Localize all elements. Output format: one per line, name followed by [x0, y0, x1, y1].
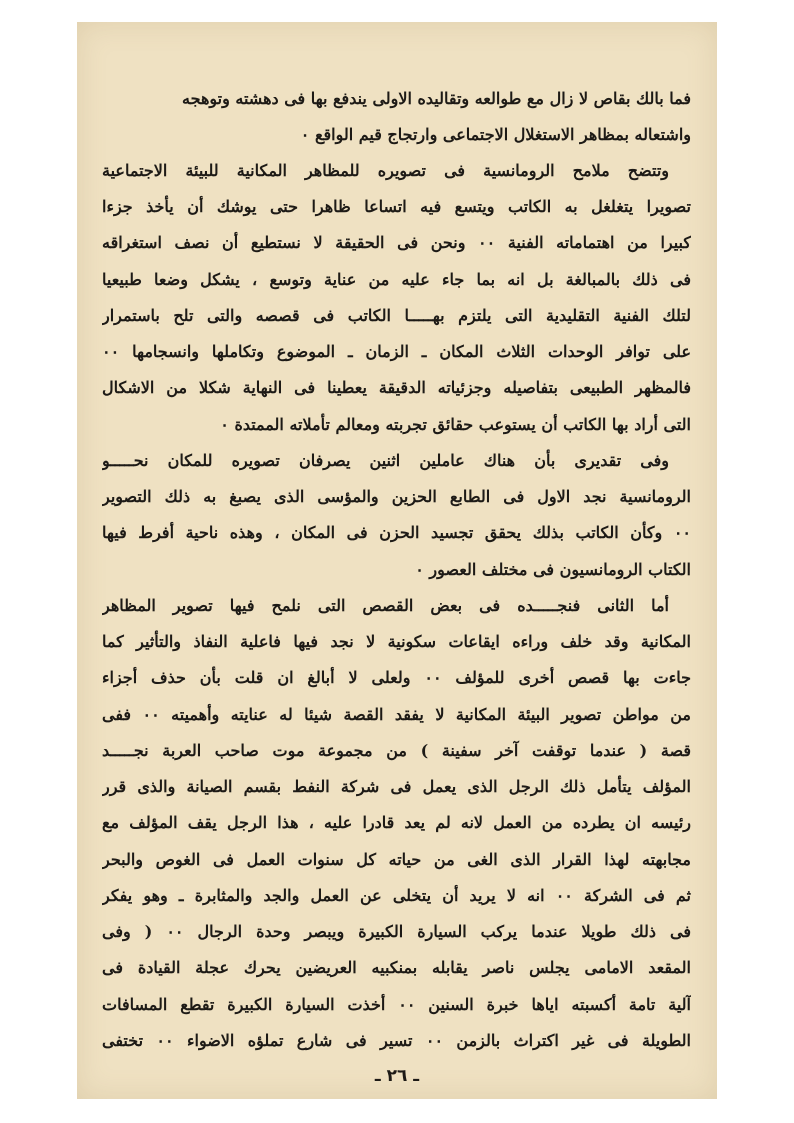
text-line: من مواطن تصوير البيئة المكانية لا يفقد القصة شيئا له عنايته وأهميته ٠٠ ففى — [102, 705, 691, 724]
text-line: جاءت بها قصص أخرى للمؤلف ٠٠ ولعلى لا أبالغ ان قلت بأن حذف أجزاء — [102, 668, 691, 687]
text-line: المقعد الامامى يجلس ناصر يقابله بمنكبيه العريضين يحرك عجلة القيادة فى — [102, 958, 691, 977]
text-line: الطويلة فى غير اكتراث بالزمن ٠٠ تسير فى شارع تملؤه الاضواء ٠٠ تختفى — [102, 1031, 691, 1050]
text-line: لتلك الفنية التقليدية التى يلتزم بهـــــا الكاتب فى قصصه والتى تلح باستمرار — [102, 306, 691, 325]
text-line: فى ذلك بالمبالغة بل انه بما جاء عليه من عناية وتوسع ، يشكل وضعا طبيعيا — [102, 270, 691, 289]
text-line: تصويرا يتغلغل به الكاتب ويتسع فيه اتساعا ظاهرا حتى يوشك أن يأخذ جزءا — [102, 197, 691, 216]
text-line: رئيسه ان يطرده من العمل لانه لم يعد قادرا عليه ، هذا الرجل يقف المؤلف مع — [102, 813, 691, 832]
text-line: فى ذلك طويلا عندما يركب السيارة الكبيرة ويبصر وحدة الرجال ٠٠ ( وفى — [102, 922, 691, 941]
text-line: آلية تامة أكسبته اياها خبرة السنين ٠٠ أخذت السيارة الكبيرة تقطع المسافات — [102, 995, 691, 1014]
text-line: التى أراد بها الكاتب أن يستوعب حقائق تجربته ومعالم تأملاته الممتدة ٠ — [220, 415, 691, 434]
text-line: قصة ( عندما توقفت آخر سفينة ) من مجموعة موت صاحب العربة نجـــــد — [102, 741, 691, 760]
book-page — [77, 22, 717, 1099]
page-number: ـ ٢٦ ـ — [374, 1066, 420, 1086]
text-line: فالمظهر الطبيعى بتفاصيله وجزئياته الدقيقة يعطينا فى النهاية شكلا من الاشكال — [102, 378, 691, 397]
text-line: كبيرا من اهتماماته الفنية ٠٠ ونحن فى الحقيقة لا نستطيع أن نصف استغراقه — [102, 233, 691, 252]
text-line: ثم فى الشركة ٠٠ انه لا يريد أن يتخلى عن العمل والجد والمثابرة ـ وهو يفكر — [102, 886, 691, 905]
text-line: المكانية وقد خلف وراءه ايقاعات سكونية لا نجد فيها فاعلية النفاذ والتأثير كما — [102, 632, 691, 651]
text-line: الكتاب الرومانسيون فى مختلف العصور ٠ — [415, 560, 691, 579]
text-line: على توافر الوحدات الثلاث المكان ـ الزمان ـ الموضوع وتكاملها وانسجامها ٠٠ — [102, 342, 691, 361]
text-line: المؤلف يتأمل ذلك الرجل الذى يعمل فى شركة النفط بقسم الصيانة والذى قرر — [102, 777, 691, 796]
text-line: ٠٠ وكأن الكاتب بذلك يحقق تجسيد الحزن فى المكان ، وهذه ناحية أفرط فيها — [102, 523, 691, 542]
text-line: أما الثانى فنجـــــده فى بعض القصص التى نلمح فيها تصوير المظاهر — [102, 596, 669, 615]
text-line: وفى تقديرى بأن هناك عاملين اثنين يصرفان تصويره للمكان نحـــــو — [102, 451, 669, 470]
text-line: وتتضح ملامح الرومانسية فى تصويره للمظاهر المكانية للبيئة الاجتماعية — [102, 161, 669, 180]
text-line: مجابهته لهذا القرار الذى الغى من حياته كل سنوات العمل فى الغوص والبحر — [102, 850, 691, 869]
text-line: الرومانسية نجد الاول فى الطابع الحزين والمؤسى الذى يصبغ به ذلك التصوير — [102, 487, 691, 506]
text-line: واشتعاله بمظاهر الاستغلال الاجتماعى وارتجاج قيم الواقع ٠ — [300, 125, 691, 144]
text-line: فما بالك بقاص لا زال مع طوالعه وتقاليده الاولى يندفع بها فى دهشته وتوهجه — [182, 89, 691, 108]
